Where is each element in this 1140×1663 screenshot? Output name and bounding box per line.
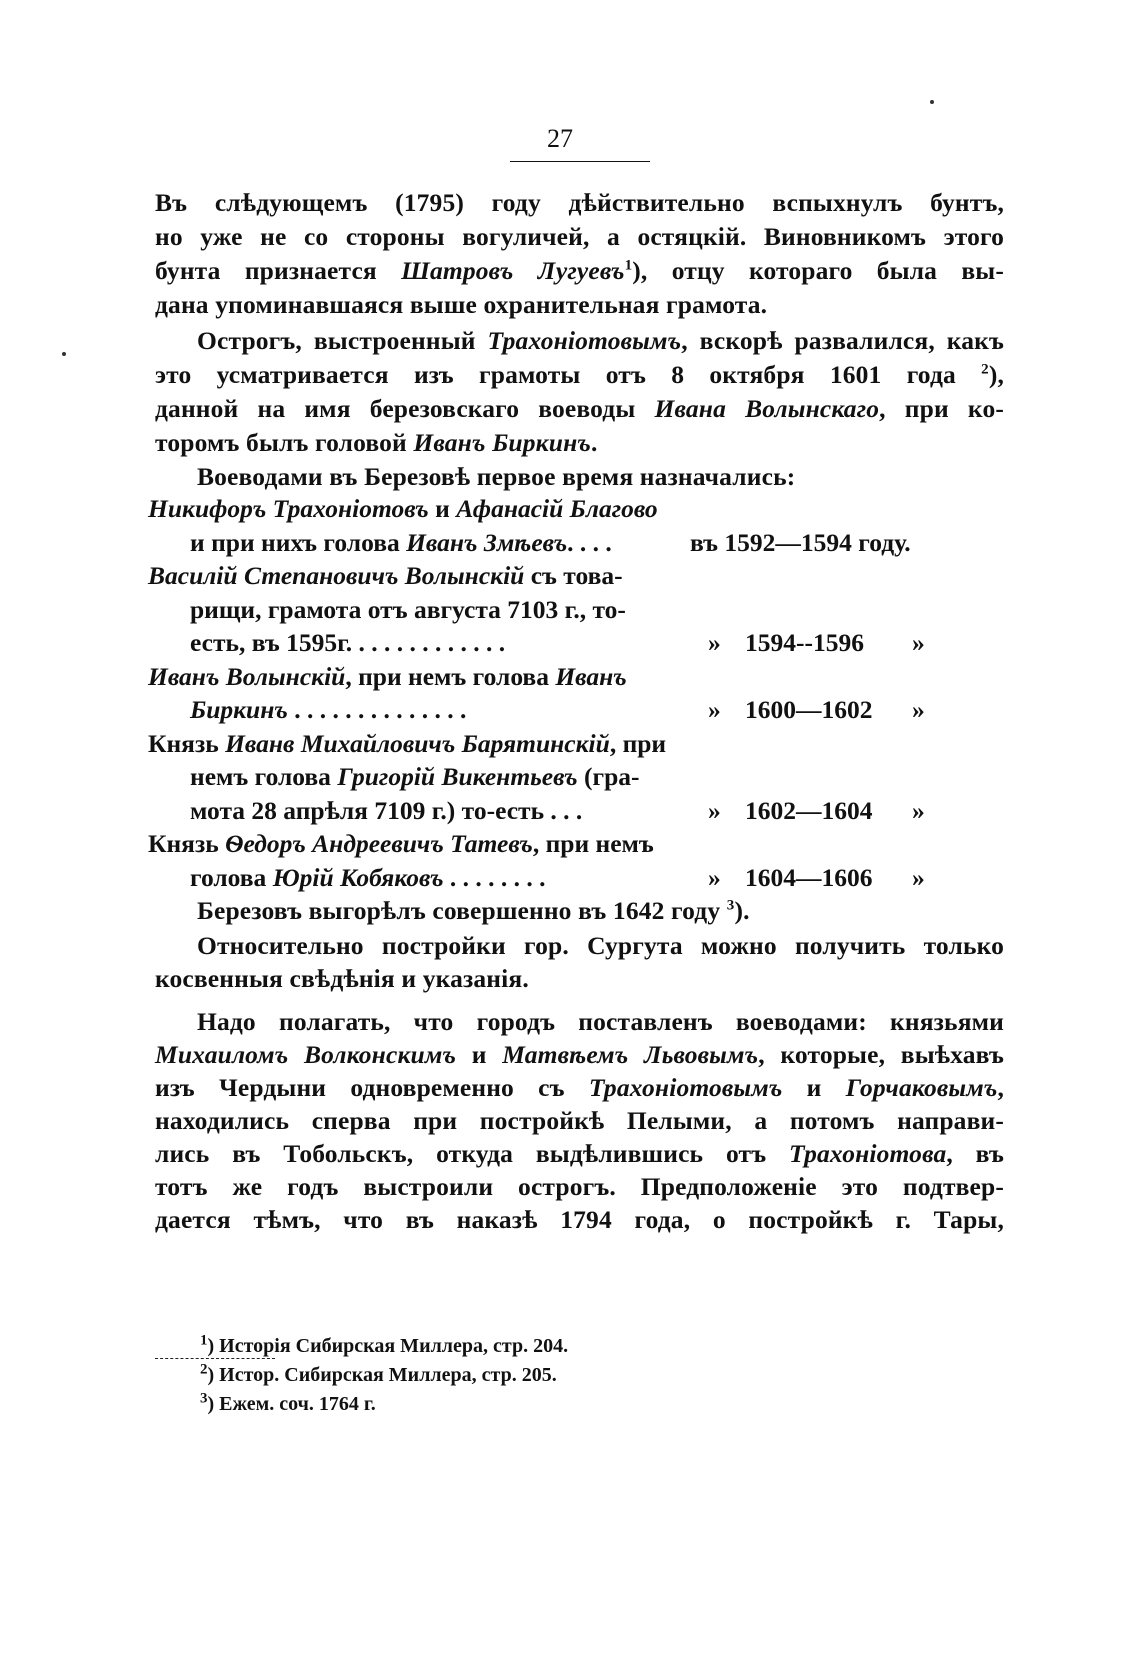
text-run: ), отцу котораго была вы-: [632, 256, 1004, 285]
text-line: дана упоминавшаяся выше охранительная грамота.: [155, 290, 768, 319]
text-run: , при: [609, 728, 667, 758]
text-run: . . . . . . . .: [443, 862, 546, 892]
voevoda-entry: [148, 561, 623, 591]
italic-name: Иванъ Биркинъ: [413, 428, 591, 457]
italic-name: Никифоръ Трахоніотовъ: [148, 494, 429, 523]
voevoda-entry: [190, 863, 546, 893]
italic-name: Биркинъ: [190, 695, 288, 724]
text-run: рищи, грамота отъ августа 7103 г., то-: [190, 594, 626, 624]
text-run: данной на имя березовскаго воеводы: [155, 394, 655, 423]
text-line: [197, 326, 1004, 356]
text-run: и: [428, 494, 457, 523]
voevoda-years: 1602—1604: [745, 795, 873, 825]
text-line: Воеводами въ Березовѣ первое время назначались:: [197, 462, 796, 491]
text-run: , которые, выѣхавъ: [758, 1040, 1004, 1069]
voevoda-years: 1594--1596: [745, 628, 864, 657]
text-line: находились сперва при постройкѣ Пелыми, а потомъ направи-: [155, 1106, 1004, 1135]
scan-speck: [930, 100, 934, 104]
scan-speck: [62, 352, 66, 356]
ditto-mark: »: [708, 862, 721, 892]
text-run: (гра-: [577, 762, 640, 791]
voevoda-entry: [190, 695, 466, 725]
voevoda-entry: [148, 729, 666, 759]
text-line: но уже не со стороны вогуличей, а остяцкій. Виновникомъ этого: [155, 222, 1004, 251]
text-line: [155, 256, 1004, 286]
footnote-ref: 2: [981, 361, 989, 378]
text-run: есть, въ 1595г. . . . . . . . . . . . .: [190, 628, 506, 657]
text-line: [155, 1073, 1004, 1103]
italic-name: Трахоніотовымъ: [588, 1073, 783, 1102]
footnote-ref: 1: [624, 257, 633, 274]
italic-name: Иванъ Змѣевъ: [406, 527, 568, 557]
text-run: Березовъ выгорѣлъ совершенно въ 1642 году: [197, 896, 727, 925]
text-run: и: [782, 1073, 846, 1102]
italic-name: Ивана Волынскаго: [654, 394, 880, 423]
italic-name: Михаиломъ Волконскимъ: [155, 1040, 457, 1069]
italic-name: Григорій Викентьевъ: [337, 762, 578, 791]
text-run: и: [456, 1040, 503, 1069]
ditto-mark: »: [912, 695, 925, 724]
text-line: дается тѣмъ, что въ наказѣ 1794 года, о постройкѣ г. Тары,: [155, 1205, 1004, 1234]
footnote: [200, 1334, 568, 1358]
text-run: Острогъ, выстроенный: [197, 326, 488, 355]
text-line: Относительно постройки гор. Сургута можно получить только: [197, 931, 1004, 960]
footnote-text: ) Исторія Сибирская Миллера, стр. 204.: [207, 1335, 569, 1357]
footnote-rule: [155, 1358, 275, 1359]
ditto-mark: »: [708, 695, 721, 724]
text-run: немъ голова: [190, 762, 338, 791]
text-line: тотъ же годъ выстроили острогъ. Предположеніе это подтвер-: [155, 1172, 1004, 1201]
text-line: [155, 1040, 1004, 1070]
italic-name: Иванв Михайловичъ Барятинскій: [225, 728, 610, 758]
text-line: [155, 428, 1004, 458]
voevoda-years: 1604—1606: [745, 862, 873, 892]
text-run: это усматривается изъ грамоты отъ 8 октября 1601 года: [155, 360, 982, 389]
text-run: изъ Чердыни одновременно съ: [155, 1073, 589, 1102]
ditto-mark: »: [708, 795, 721, 825]
footnote: [200, 1363, 557, 1387]
text-run: Князь: [148, 728, 226, 758]
footnote-ref: 3: [726, 897, 735, 914]
text-run: лись въ Тобольскъ, откуда выдѣлившись отъ: [155, 1139, 790, 1168]
italic-name: Иванъ: [555, 661, 627, 691]
italic-name: Юрій Кобяковъ: [272, 862, 444, 892]
text-run: , при немъ: [532, 829, 654, 858]
text-line: [155, 1139, 1004, 1169]
text-run: , при немъ голова: [345, 661, 556, 691]
footnote-mark: 3: [200, 1390, 208, 1407]
text-run: и при нихъ голова: [190, 527, 407, 557]
text-line: Надо полагать, что городъ поставленъ воеводами: князьями: [197, 1007, 1004, 1036]
italic-name: Матвѣемъ Львовымъ: [502, 1040, 759, 1069]
text-run: , вскорѣ развалился, какъ: [681, 326, 1004, 355]
italic-name: Трахоніотовымъ: [487, 326, 682, 355]
italic-name: Трахоніотова: [789, 1139, 947, 1168]
voevoda-entry: [148, 494, 658, 524]
footnote: [200, 1392, 376, 1416]
text-run: ).: [734, 896, 750, 925]
text-run: торомъ былъ головой: [155, 428, 414, 457]
footnote-mark: 2: [200, 1361, 208, 1378]
voevoda-years: въ 1592—1594 году.: [690, 527, 911, 557]
italic-name: Афанасій Благово: [456, 494, 658, 523]
voevoda-entry: [148, 829, 654, 859]
italic-name: Василій Степановичъ Волынскій: [148, 561, 525, 590]
text-run: ,: [997, 1073, 1004, 1102]
voevoda-entry: [190, 595, 626, 625]
voevoda-years: 1600—1602: [745, 695, 873, 724]
page-number: 27: [547, 124, 573, 153]
text-run: . . . .: [567, 527, 612, 557]
text-run: мота 28 апрѣля 7109 г.) то-есть . . .: [190, 795, 583, 825]
voevoda-entry: [190, 628, 505, 658]
ditto-mark: »: [912, 628, 925, 657]
footnote-mark: 1: [200, 1332, 208, 1349]
text-line: [197, 896, 1004, 926]
voevoda-entry: [190, 528, 612, 558]
text-line: косвенныя свѣдѣнія и указанія.: [155, 964, 529, 993]
text-run: , при ко-: [879, 394, 1004, 423]
footnote-text: ) Истор. Сибирская Миллера, стр. 205.: [207, 1364, 557, 1386]
italic-name: Горчаковымъ: [845, 1073, 998, 1102]
text-line: Въ слѣдующемъ (1795) году дѣйствительно вспыхнулъ бунтъ,: [155, 188, 1004, 217]
ditto-mark: »: [912, 795, 925, 825]
text-run: .: [590, 428, 598, 457]
ditto-mark: »: [912, 862, 925, 892]
text-run: . . . . . . . . . . . . . .: [287, 695, 467, 724]
text-run: голова: [190, 862, 273, 892]
italic-name: Иванъ Волынскій: [148, 661, 346, 691]
text-run: съ това-: [524, 561, 623, 590]
ditto-mark: »: [708, 628, 721, 657]
text-run: Князь: [148, 829, 226, 858]
text-run: , въ: [946, 1139, 1004, 1168]
text-run: ),: [988, 360, 1004, 389]
footnote-text: ) Ежем. соч. 1764 г.: [207, 1393, 376, 1415]
voevoda-entry: [148, 662, 627, 692]
italic-name: Шатровъ Лугуевъ: [401, 256, 625, 285]
page-number-rule: [510, 161, 650, 162]
text-line: [155, 360, 1004, 390]
italic-name: Ѳедоръ Андреевичъ Татевъ: [225, 829, 533, 858]
text-line: [155, 394, 1004, 424]
voevoda-entry: [190, 762, 640, 792]
text-run: бунта признается: [155, 256, 402, 285]
voevoda-entry: [190, 796, 582, 826]
